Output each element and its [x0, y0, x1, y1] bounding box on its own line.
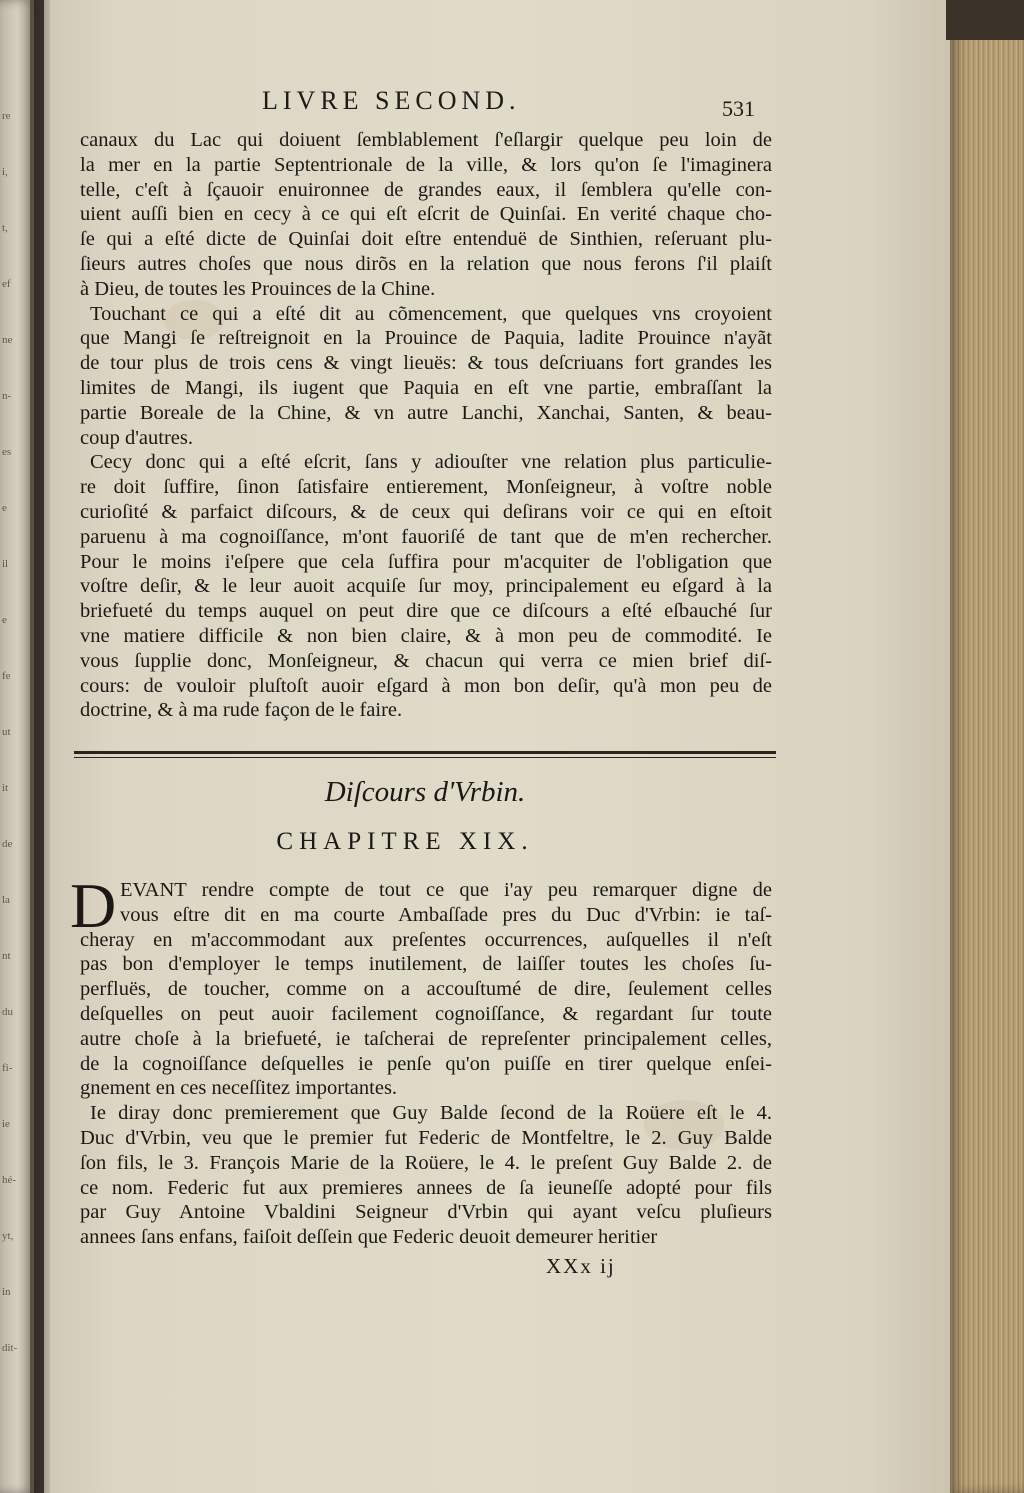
text-line: autre choſe à la briefueté, ie taſcherai de repreſenter principalement celles, — [80, 1027, 772, 1050]
previous-page-fragment: t, — [2, 222, 8, 234]
previous-page-fragment: ef — [2, 278, 11, 290]
text-line: ſon fils, le 3. François Marie de la Roüere, le 4. le preſent Guy Balde 2. de — [80, 1151, 772, 1174]
section-rule-thin — [74, 757, 776, 758]
text-line: canaux du Lac qui doiuent ſemblablement ſ'eſlargir quelque peu loin de — [80, 129, 772, 151]
page-fore-edge — [950, 20, 1024, 1493]
text-line: ce nom. Federic fut aux premieres annees de ſa ieuneſſe adopté pour fils — [80, 1176, 772, 1199]
text-line: gnement en ces neceſſitez importantes. — [80, 1077, 398, 1100]
text-line: Ie diray donc premierement que Guy Balde ſecond de la Roüere eſt le 4. — [90, 1102, 772, 1125]
binding-top — [946, 0, 1024, 40]
previous-page-fragment: du — [2, 1006, 13, 1018]
signature-mark: XXx ij — [546, 1254, 616, 1278]
text-line: ſe qui a eſté dicte de Quinſai doit eſtre entenduë de Sinthien, reſeruant plu- — [80, 228, 772, 251]
text-line: doctrine, & à ma rude façon de le faire. — [80, 699, 403, 722]
section-title: Diſcours d'Vrbin. — [324, 776, 526, 808]
text-line: Pour le moins i'eſpere que cela ſuffira pour m'acquiter de l'obligation que — [80, 550, 772, 573]
text-line: deſquelles on peut auoir facilement cognoiſſance, & regardant ſur toute — [80, 1002, 772, 1025]
previous-page-fragment: la — [2, 894, 10, 906]
text-line: vous eſtre dit en ma courte Ambaſſade pres du Duc d'Vrbin: ie taſ- — [120, 903, 772, 926]
text-line: coup d'autres. — [80, 426, 193, 449]
text-line: perfluës, de toucher, comme on a accouſtumé de dire, ſeulement celles — [80, 978, 772, 1001]
text-line: Duc d'Vrbin, veu que le premier fut Federic de Montfeltre, le 2. Guy Balde — [80, 1126, 772, 1149]
drop-cap: D — [70, 870, 117, 941]
text-line: partie Boreale de la Chine, & vn autre Lanchi, Xanchai, Santen, & beau- — [80, 401, 772, 424]
previous-page-fragment: de — [2, 838, 13, 850]
text-line: Touchant ce qui a eſté dit au cõmencement, que quelques vns croyoient — [90, 302, 772, 325]
text-line: vne matiere difficile & non bien claire, & à mon peu de commodité. Ie — [80, 624, 772, 647]
previous-page-fragment: n- — [2, 390, 12, 402]
text-line: de la cognoiſſance deſquelles ie penſe qu'on puiſſe en tirer quelque enſei- — [80, 1052, 772, 1075]
previous-page-fragment: il — [2, 558, 9, 570]
previous-page-fragment: yt, — [2, 1230, 14, 1242]
previous-page-fragment: re — [2, 110, 11, 122]
text-line: ſieurs autres choſes que nous dirõs en la relation que nous ferons ſ'il plaiſt — [80, 252, 772, 275]
text-line: que Mangi ſe reſtreignoit en la Prouince de Paquia, ladite Prouince n'ayãt — [80, 327, 772, 350]
previous-page-fragment: it — [2, 782, 9, 794]
text-line: paruenu à ma cognoiſſance, m'ont fauoriſé de tant que de m'en rechercher. — [80, 525, 772, 548]
text-block-top — [80, 128, 772, 723]
text-line: cheray en m'accommodant aux preſentes occurrences, auſquelles il n'eſt — [80, 928, 772, 951]
previous-page-fragment: nt — [2, 950, 11, 962]
chapter-title: CHAPITRE XIX. — [276, 828, 534, 855]
text-line: cours: de vouloir pluſtoſt auoir eſgard à mon bon deſir, qu'à mon peu de — [80, 674, 772, 697]
previous-page-fragment: e — [2, 502, 7, 514]
page-number: 531 — [722, 96, 755, 121]
section-rule-thick — [74, 751, 776, 754]
gutter-shadow — [30, 0, 50, 1493]
text-line: vous ſupplie donc, Monſeigneur, & chacun qui verra ce mien brief diſ- — [80, 649, 772, 672]
previous-page-fragment: i, — [2, 166, 8, 178]
text-line: voſtre deſir, & le leur auoit acquiſe ſur moy, principalement eu eſgard à la — [80, 575, 772, 598]
text-line: telle, c'eſt à ſçauoir enuironnee de grandes eaux, il ſemblera qu'elle con- — [80, 178, 772, 201]
previous-page-fragment: ut — [2, 726, 11, 738]
previous-page-fragment: fe — [2, 670, 11, 682]
text-line: à Dieu, de toutes les Prouinces de la Chine. — [80, 277, 436, 300]
text-line: de tour plus de trois cens & vingt lieuës: & tous deſcriuans fort grandes les — [80, 352, 772, 375]
previous-page-fragment: dit- — [2, 1342, 18, 1354]
text-line: pas bon d'employer le temps inutilement, de laiſſer toutes les choſes ſu- — [80, 953, 772, 976]
text-line: briefueté du temps auquel on peut dire que ce diſcours a eſté eſbauché ſur — [80, 600, 772, 623]
previous-page-edge — [0, 0, 34, 1493]
previous-page-fragment: e — [2, 614, 7, 626]
previous-page-fragment: fi- — [2, 1062, 13, 1074]
text-line: uient auſſi bien en cecy à ce qui eſt eſcrit de Quinſai. En verité chaque cho- — [80, 203, 772, 226]
text-line: limites de Mangi, ils iugent que Paquia en eſt vne partie, embraſſant la — [80, 376, 772, 399]
text-line: Cecy donc qui a eſté eſcrit, ſans y adiouſter vne relation plus particulie- — [90, 451, 772, 474]
previous-page-fragment: in — [2, 1286, 11, 1298]
text-line: par Guy Antoine Vbaldini Seigneur d'Vrbin qui ayant veſcu pluſieurs — [80, 1201, 772, 1224]
text-line: curioſité & parfaict diſcours, & de ceux qui deſirans voir ce qui en eſtoit — [80, 500, 772, 523]
text-block-bottom — [80, 878, 772, 1250]
text-line: EVANT rendre compte de tout ce que i'ay peu remarquer digne de — [120, 879, 772, 901]
previous-page-fragment: ne — [2, 334, 13, 346]
previous-page-fragment: ie — [2, 1118, 10, 1130]
text-line: annees ſans enfans, faiſoit deſſein que Federic deuoit demeurer heritier — [80, 1226, 658, 1249]
text-line: la mer en la partie Septentrionale de la ville, & lors qu'on ſe l'imaginera — [80, 153, 772, 176]
previous-page-fragment: es — [2, 446, 12, 458]
previous-page-fragment: hé- — [2, 1174, 17, 1186]
running-title: LIVRE SECOND. — [262, 86, 521, 115]
text-line: re doit ſuffire, ſinon ſatisfaire entierement, Monſeigneur, à voſtre noble — [80, 476, 772, 499]
